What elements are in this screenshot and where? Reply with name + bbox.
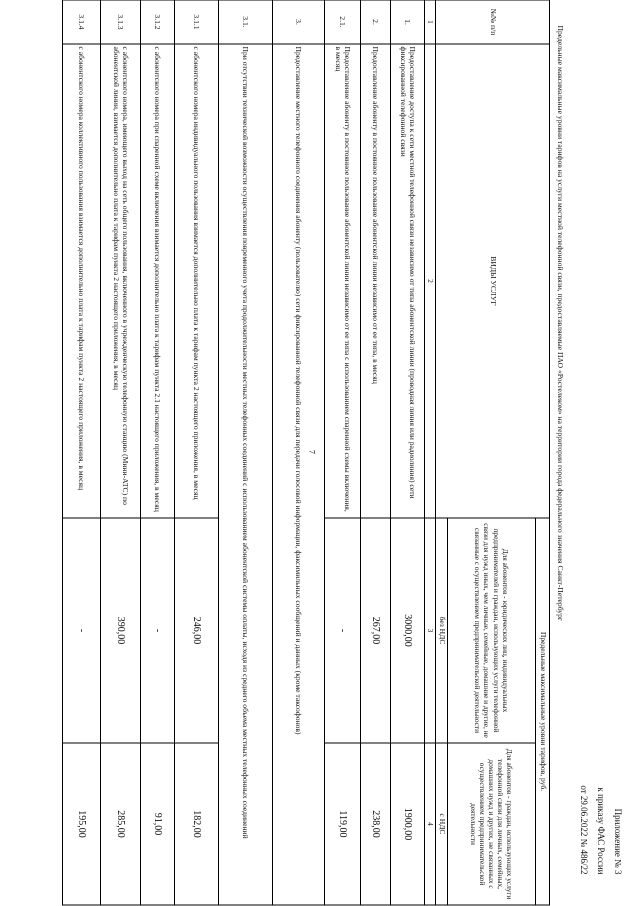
column-number: 2 [424,44,435,518]
price-with-vat: 195,00 [62,743,100,905]
table-row [324,0,360,905]
section-heading: При отсутствии технической возможности осуществления повременного учета продолжительности местных телефонных соединений с использованием абонентской системы оплаты, исходя из среднего объема местных телефонных соединений [218,44,272,905]
table-section-row [218,0,272,905]
table-row [360,0,390,905]
section-heading: Предоставление местного телефонного соединения абоненту (пользователю) сети фиксированной телефонной связи для передачи голосовой информации, факсимильных сообщений и данных (кроме таксофонов) [272,44,324,905]
column-number: 3 [424,518,435,743]
column-number: 4 [424,743,435,905]
row-number: 2.1. [324,0,360,44]
service-name: с абонентского номера при спаренной схеме включения взимается дополнительно плата к тарифам пункта 2.1 настоящего приложения, в месяц [140,44,174,518]
table-section-row [272,0,324,905]
price-with-vat: 285,00 [100,743,140,905]
table-row [140,0,174,905]
service-name: с абонентского номера, имеющего выход на сеть общего пользования, включенного в учрежденческую телефонную станцию (Мини-АТС) по абонентской линии, взимается дополнительно плата к тарифам пункта 2 настоящего приложения, в месяц [100,44,140,518]
price-without-vat: 390,00 [100,518,140,743]
row-number: 1. [390,0,424,44]
price-without-vat: 267,00 [360,518,390,743]
price-with-vat: 91,00 [140,743,174,905]
service-name: Предоставление абоненту в постоянное пользование абонентской линии независимо от ее типа с использованием спаренной схемы включения, в месяц [324,44,360,518]
price-without-vat: - [324,518,360,743]
price-without-vat: 246,00 [174,518,218,743]
table-row [390,0,424,905]
table-row [174,0,218,905]
appendix-line-2: к приказу ФАС России [596,787,606,875]
row-number: 3. [272,0,324,44]
service-name: Предоставление доступа к сети местной телефонной связи независимо от типа абонентской линии (проводная линия или радиолиния) сети фиксированной телефонной связи [390,44,424,518]
price-without-vat: 3000,00 [390,518,424,743]
appendix-header [575,785,626,874]
header-vat-included: с НДС [436,743,448,905]
price-with-vat: 1900,00 [390,743,424,905]
row-number: 3.1.4 [62,0,100,44]
price-without-vat: - [62,518,100,743]
header-citizens: Для абонентов - граждан, использующих услуги телефонной связи для личных, семейных, домашних нужд и других, не связанных с осуществлением предпринимательской деятельности [448,743,536,905]
service-name: с абонентского номера коллективного пользования взимается дополнительно плата к тарифам пункта 2 настоящего приложения, в месяц [62,44,100,518]
service-name: Предоставление абоненту в постоянное пользование абонентской линии независимо от ее типа, в месяц [360,44,390,518]
service-name: с абонентского номера индивидуального пользования взимается дополнительно плата к тарифам пункта 2 настоящего приложения, в месяц [174,44,218,518]
tariff-table [62,0,550,906]
table-row [100,0,140,905]
row-number: 3.1. [218,0,272,44]
header-vat-excluded: без НДС [436,518,448,743]
table-row [62,0,100,905]
column-number: 1 [424,0,435,44]
price-with-vat: 238,00 [360,743,390,905]
price-with-vat: 182,00 [174,743,218,905]
appendix-line-3: от 29.06.2022 № 486/22 [579,785,589,875]
row-number: 3.1.1 [174,0,218,44]
page-number: 7 [307,450,317,454]
appendix-line-1: Приложение № 3 [613,808,623,875]
header-services: ВИДЫ УСЛУГ [436,44,550,518]
header-legal-entities: Для абонентов - юридических лиц, индивидуальных предпринимателей и граждан, использующих услуги телефонной связи для нужд иных, чем личные, семейные, домашние и другие, не связанные с осуществлением предпринимательской деятельности [448,518,536,743]
price-without-vat: - [140,518,174,743]
row-number: 3.1.3 [100,0,140,44]
header-number: №№ п/п [436,0,550,44]
row-number: 2. [360,0,390,44]
price-with-vat: 119,00 [324,743,360,905]
row-number: 3.1.2 [140,0,174,44]
document-title: Предельные максимальные уровни тарифов на услуги местной телефонной связи, предоставляемые ПАО «Ростелеком» на территории города федерального значения Санкт-Петербург [556,25,565,621]
header-max-levels: Предельные максимальные уровни тарифов, руб. [536,518,550,905]
